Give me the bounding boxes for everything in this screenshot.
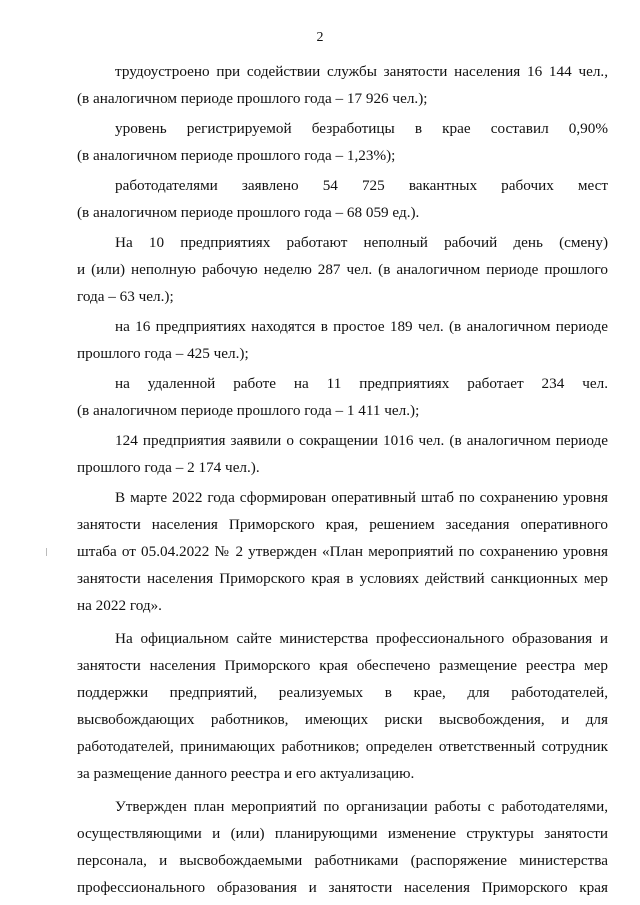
paragraph-unemployment-rate	[77, 115, 608, 169]
text-line: работодателями заявлено 54 725 вакантных рабочих мест	[115, 177, 608, 194]
text-line: на 16 предприятиях находятся в простое 189 чел. (в аналогичном периоде	[115, 318, 608, 335]
text-line: профессионального образования и занятости населения Приморского края	[77, 879, 608, 896]
text-line: на удаленной работе на 11 предприятиях работает 234 чел.	[115, 375, 608, 392]
text-line: занятости населения Приморского края обеспечено размещение реестра мер	[77, 657, 608, 674]
text-line: трудоустроено при содействии службы занятости населения 16 144 чел.,	[115, 63, 608, 80]
paragraph-layoffs	[77, 427, 608, 481]
text-line: В марте 2022 года сформирован оперативный штаб по сохранению уровня	[115, 489, 608, 506]
text-line: (в аналогичном периоде прошлого года – 1,23%);	[77, 147, 396, 164]
paragraph-official-site	[77, 625, 608, 787]
text-line: (в аналогичном периоде прошлого года – 68 059 ед.).	[77, 204, 420, 221]
text-line: работодателей, принимающих работников; определен ответственный сотрудник	[77, 738, 608, 755]
text-line: за размещение данного реестра и его актуализацию.	[77, 765, 415, 782]
paragraph-vacancies	[77, 172, 608, 226]
text-line: (в аналогичном периоде прошлого года – 1 411 чел.);	[77, 402, 420, 419]
paragraph-employed	[77, 58, 608, 112]
paragraph-operational-hq	[77, 484, 608, 619]
text-line: На официальном сайте министерства профессионального образования и	[115, 630, 608, 647]
paragraph-downtime	[77, 313, 608, 367]
text-line: занятости населения Приморского края в условиях действий санкционных мер	[77, 570, 608, 587]
text-line: осуществляющими и (или) планирующими изменение структуры занятости	[77, 825, 608, 842]
text-line: высвобождающих работников, имеющих риски высвобождения, и для	[77, 711, 608, 728]
margin-mark	[46, 548, 47, 556]
text-line: штаба от 05.04.2022 № 2 утвержден «План мероприятий по сохранению уровня	[77, 543, 608, 560]
paragraph-remote-work	[77, 370, 608, 424]
text-line: Утвержден план мероприятий по организации работы с работодателями,	[115, 798, 608, 815]
text-line: прошлого года – 425 чел.);	[77, 345, 249, 362]
page-number: 2	[316, 30, 324, 45]
text-line: На 10 предприятиях работают неполный рабочий день (смену)	[115, 234, 608, 251]
text-line: на 2022 год».	[77, 597, 162, 614]
text-line: прошлого года – 2 174 чел.).	[77, 459, 260, 476]
text-line: года – 63 чел.);	[77, 288, 174, 305]
paragraph-part-time	[77, 229, 608, 310]
text-line: уровень регистрируемой безработицы в крае составил 0,90%	[115, 120, 608, 137]
paragraph-action-plan	[77, 793, 608, 901]
document-body	[77, 58, 608, 901]
text-line: персонала, и высвобождаемыми работниками (распоряжение министерства	[77, 852, 608, 869]
text-line: и (или) неполную рабочую неделю 287 чел. (в аналогичном периоде прошлого	[77, 261, 608, 278]
text-line: занятости населения Приморского края, решением заседания оперативного	[77, 516, 608, 533]
text-line: поддержки предприятий, реализуемых в крае, для работодателей,	[77, 684, 608, 701]
text-line: 124 предприятия заявили о сокращении 1016 чел. (в аналогичном периоде	[115, 432, 608, 449]
text-line: (в аналогичном периоде прошлого года – 17 926 чел.);	[77, 90, 428, 107]
